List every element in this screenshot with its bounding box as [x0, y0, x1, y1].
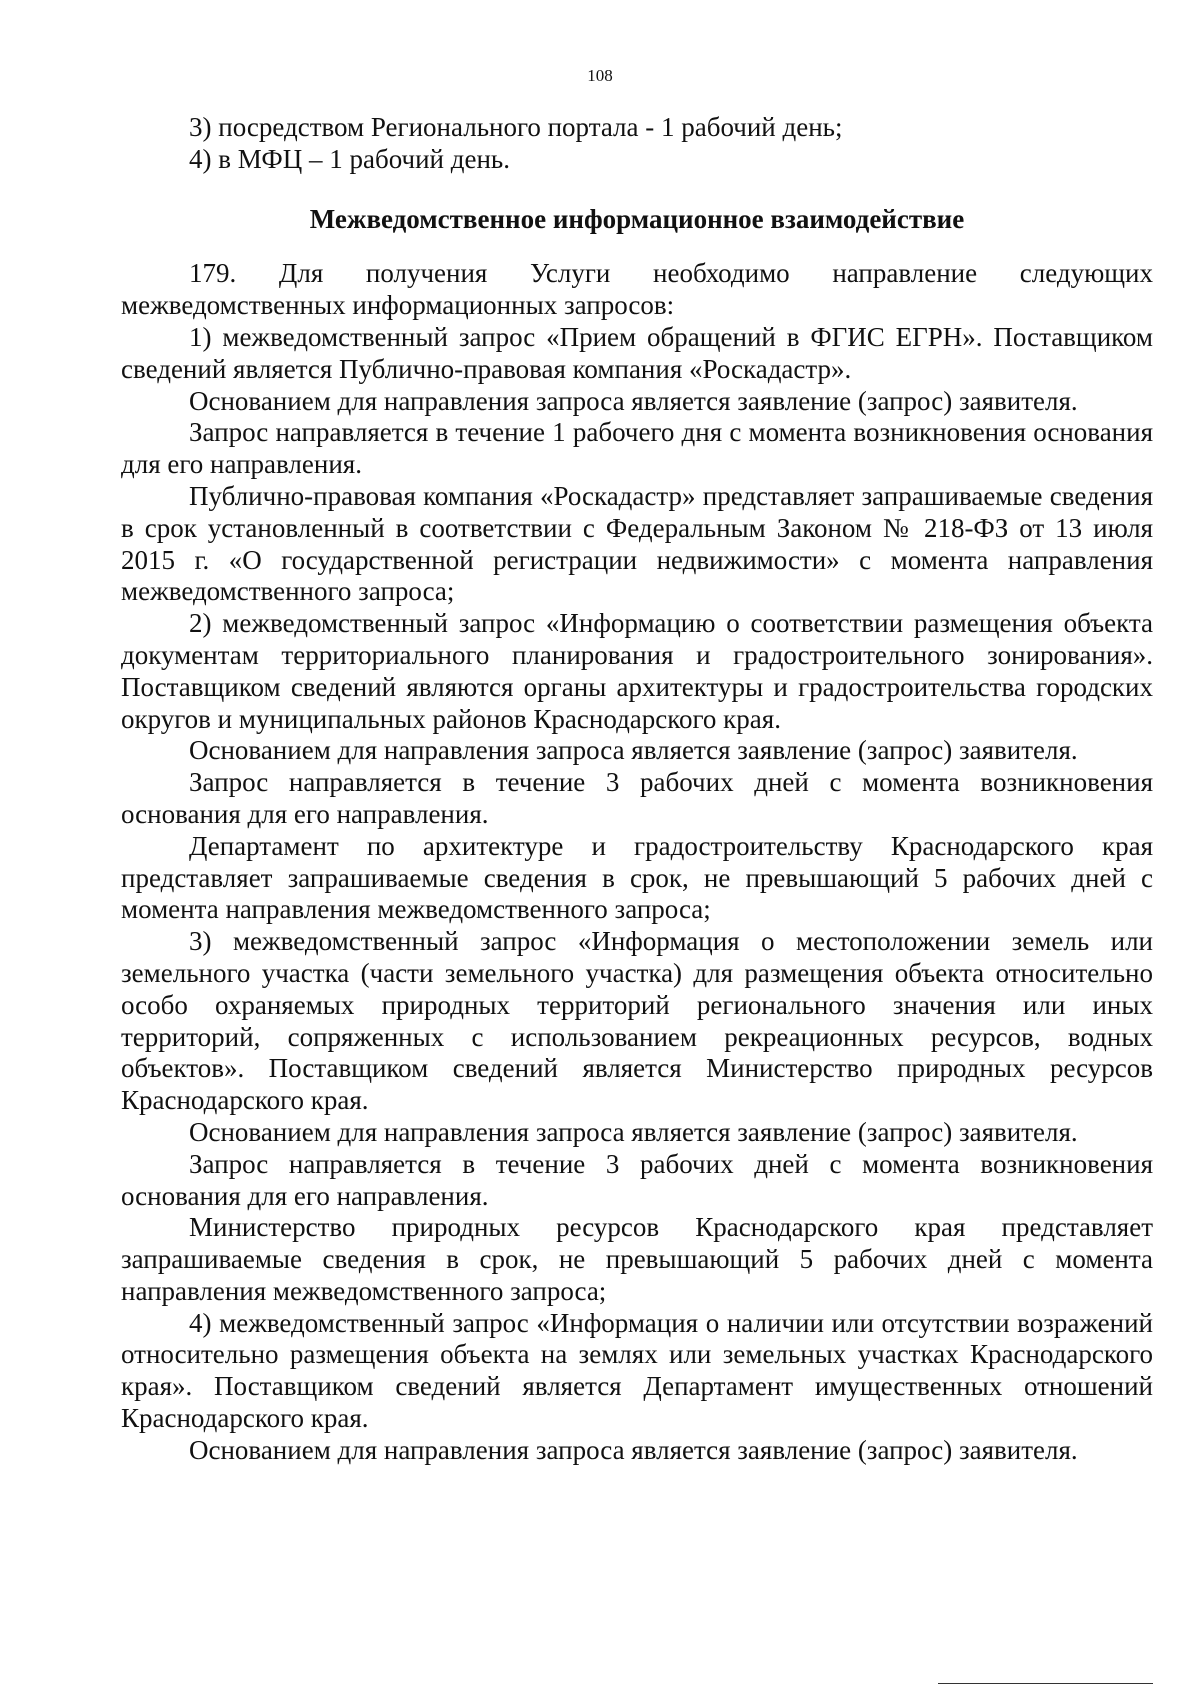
list-item-mfc: 4) в МФЦ – 1 рабочий день. [189, 143, 510, 174]
section-heading: Межведомственное информационное взаимодействие [309, 203, 965, 234]
paragraph-179: 179. Для получения Услуги необходимо направление следующих межведомственных информационных запросов: [121, 258, 1153, 321]
request-1: 1) межведомственный запрос «Прием обращений в ФГИС ЕГРН». Поставщиком сведений является Публично-правовая компания «Роскадастр». [121, 321, 1153, 384]
request-3: 3) межведомственный запрос «Информация о местоположении земель или земельного участка (части земельного участка) для размещения объекта относительно особо охраняемых природных территорий регионального значения или иных территорий, сопряженных с использованием рекреационных ресурсов, водных объектов». Поставщиком сведений является Министерство природных ресурсов Краснодарского края. [121, 926, 1153, 1116]
request-4: 4) межведомственный запрос «Информация о наличии или отсутствии возражений относительно размещения объекта на землях или земельных участках Краснодарского края». Поставщиком сведений является Департамент имущественных отношений Краснодарского края. [121, 1307, 1153, 1434]
document-body [121, 112, 1153, 1467]
request-3-response: Министерство природных ресурсов Краснодарского края представляет запрашиваемые сведения в срок, не превышающий 5 рабочих дней с момента направления межведомственного запроса; [121, 1212, 1153, 1306]
request-2-timing: Запрос направляется в течение 3 рабочих дней с момента возникновения основания для его направления. [121, 767, 1153, 829]
request-3-timing: Запрос направляется в течение 3 рабочих дней с момента возникновения основания для его направления. [121, 1148, 1153, 1211]
footer-divider [938, 1683, 1153, 1684]
request-1-timing: Запрос направляется в течение 1 рабочего дня с момента возникновения основания для его направления. [121, 417, 1153, 480]
request-1-basis: Основанием для направления запроса является заявление (запрос) заявителя. [189, 385, 1078, 416]
request-4-basis: Основанием для направления запроса является заявление (запрос) заявителя. [189, 1434, 1078, 1465]
request-3-basis: Основанием для направления запроса является заявление (запрос) заявителя. [189, 1116, 1078, 1147]
page-number: 108 [587, 66, 613, 85]
request-2-basis: Основанием для направления запроса является заявление (запрос) заявителя. [189, 735, 1078, 766]
request-1-response: Публично-правовая компания «Роскадастр» представляет запрашиваемые сведения в срок установленный в соответствии с Федеральным Законом № 218-ФЗ от 13 июля 2015 г. «О государственной регистрации недвижимости» с момента направления межведомственного запроса; [121, 480, 1153, 607]
request-2: 2) межведомственный запрос «Информацию о соответствии размещения объекта документам территориального планирования и градостроительного зонирования». Поставщиком сведений являются органы архитектуры и градостроительства городских округов и муниципальных районов Краснодарского края. [121, 608, 1153, 734]
request-2-response: Департамент по архитектуре и градостроительству Краснодарского края представляет запрашиваемые сведения в срок, не превышающий 5 рабочих дней с момента направления межведомственного запроса; [121, 830, 1153, 925]
list-item-regional-portal: 3) посредством Регионального портала - 1 рабочий день; [189, 112, 843, 142]
